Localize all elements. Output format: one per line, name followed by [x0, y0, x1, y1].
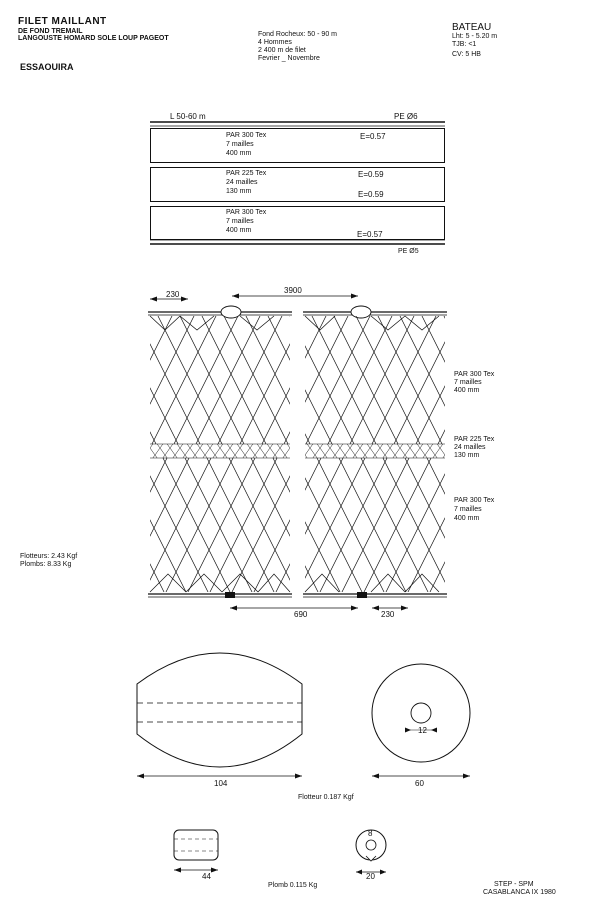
- location-label: ESSAOUIRA: [20, 62, 74, 72]
- lead-hole-dimension: 8: [368, 829, 373, 838]
- net-upper-mesh-size: 400 mm: [454, 387, 480, 394]
- panel-middle-hanging-top: E=0.59: [358, 170, 384, 179]
- subtitle-target-species: LANGOUSTE HOMARD SOLE LOUP PAGEOT: [18, 35, 169, 42]
- net-lower-mesh-size: 400 mm: [454, 515, 480, 522]
- net-upper-meshes: 7 mailles: [454, 379, 482, 386]
- panel-upper-meshes: 7 mailles: [226, 141, 254, 148]
- footer-place-date: CASABLANCA IX 1980: [483, 889, 556, 896]
- lead-length-dimension: 44: [202, 872, 211, 881]
- panel-middle-hanging-bottom: E=0.59: [358, 190, 384, 199]
- fishery-crew: 4 Hommes: [258, 39, 292, 46]
- net-section-length-dimension: 3900: [284, 286, 302, 295]
- panel-lower-mesh-size: 400 mm: [226, 227, 252, 234]
- net-upper-twine: PAR 300 Tex: [454, 371, 495, 378]
- panel-upper-mesh-size: 400 mm: [226, 150, 252, 157]
- panel-middle-twine: PAR 225 Tex: [226, 170, 267, 177]
- float-spacing-dimension: 230: [166, 290, 180, 299]
- float-length-dimension: 104: [214, 779, 228, 788]
- net-lower-twine: PAR 300 Tex: [454, 497, 495, 504]
- fishery-ground: Fond Rocheux: 50 - 90 m: [258, 31, 337, 38]
- lead-spacing-dimension: 230: [381, 610, 395, 619]
- subtitle-gear-type: DE FOND TREMAIL: [18, 28, 83, 35]
- panel-upper-twine: PAR 300 Tex: [226, 132, 267, 139]
- float-hole-dimension: 12: [418, 726, 427, 735]
- fishery-net-length: 2 400 m de filet: [258, 47, 306, 54]
- float-caption: Flotteur 0.187 Kgf: [298, 794, 354, 801]
- total-float-buoyancy: Flotteurs: 2.43 Kgf: [20, 553, 78, 560]
- panel-lower-twine: PAR 300 Tex: [226, 209, 267, 216]
- net-middle-twine: PAR 225 Tex: [454, 436, 495, 443]
- panel-middle-meshes: 24 mailles: [226, 179, 258, 186]
- panel-upper-hanging: E=0.57: [360, 132, 386, 141]
- net-middle-mesh-size: 130 mm: [454, 452, 480, 459]
- boat-power: CV: 5 HB: [452, 51, 481, 58]
- boat-length: Lht: 5 - 5.20 m: [452, 33, 498, 40]
- float-diameter-dimension: 60: [415, 779, 424, 788]
- panel-lower-hanging: E=0.57: [357, 230, 383, 239]
- lead-caption: Plomb 0.115 Kg: [268, 882, 318, 889]
- head-rope-label: PE Ø6: [394, 112, 418, 121]
- total-lead-weight: Plombs: 8.33 Kg: [20, 561, 72, 568]
- boat-tonnage: TJB: <1: [452, 41, 477, 48]
- lead-section-dimension: 690: [294, 610, 308, 619]
- fishery-season: Fevrier _ Novembre: [258, 55, 320, 62]
- title: FILET MAILLANT: [18, 16, 107, 27]
- net-middle-meshes: 24 mailles: [454, 444, 486, 451]
- foot-rope-label: PE Ø5: [398, 248, 419, 255]
- net-lower-meshes: 7 mailles: [454, 506, 482, 513]
- lead-diameter-dimension: 20: [366, 872, 375, 881]
- panel-lower-meshes: 7 mailles: [226, 218, 254, 225]
- panel-middle-mesh-size: 130 mm: [226, 188, 252, 195]
- footer-organization: STEP - SPM: [494, 881, 534, 888]
- net-length-label: L 50-60 m: [170, 112, 206, 121]
- boat-heading: BATEAU: [452, 22, 492, 33]
